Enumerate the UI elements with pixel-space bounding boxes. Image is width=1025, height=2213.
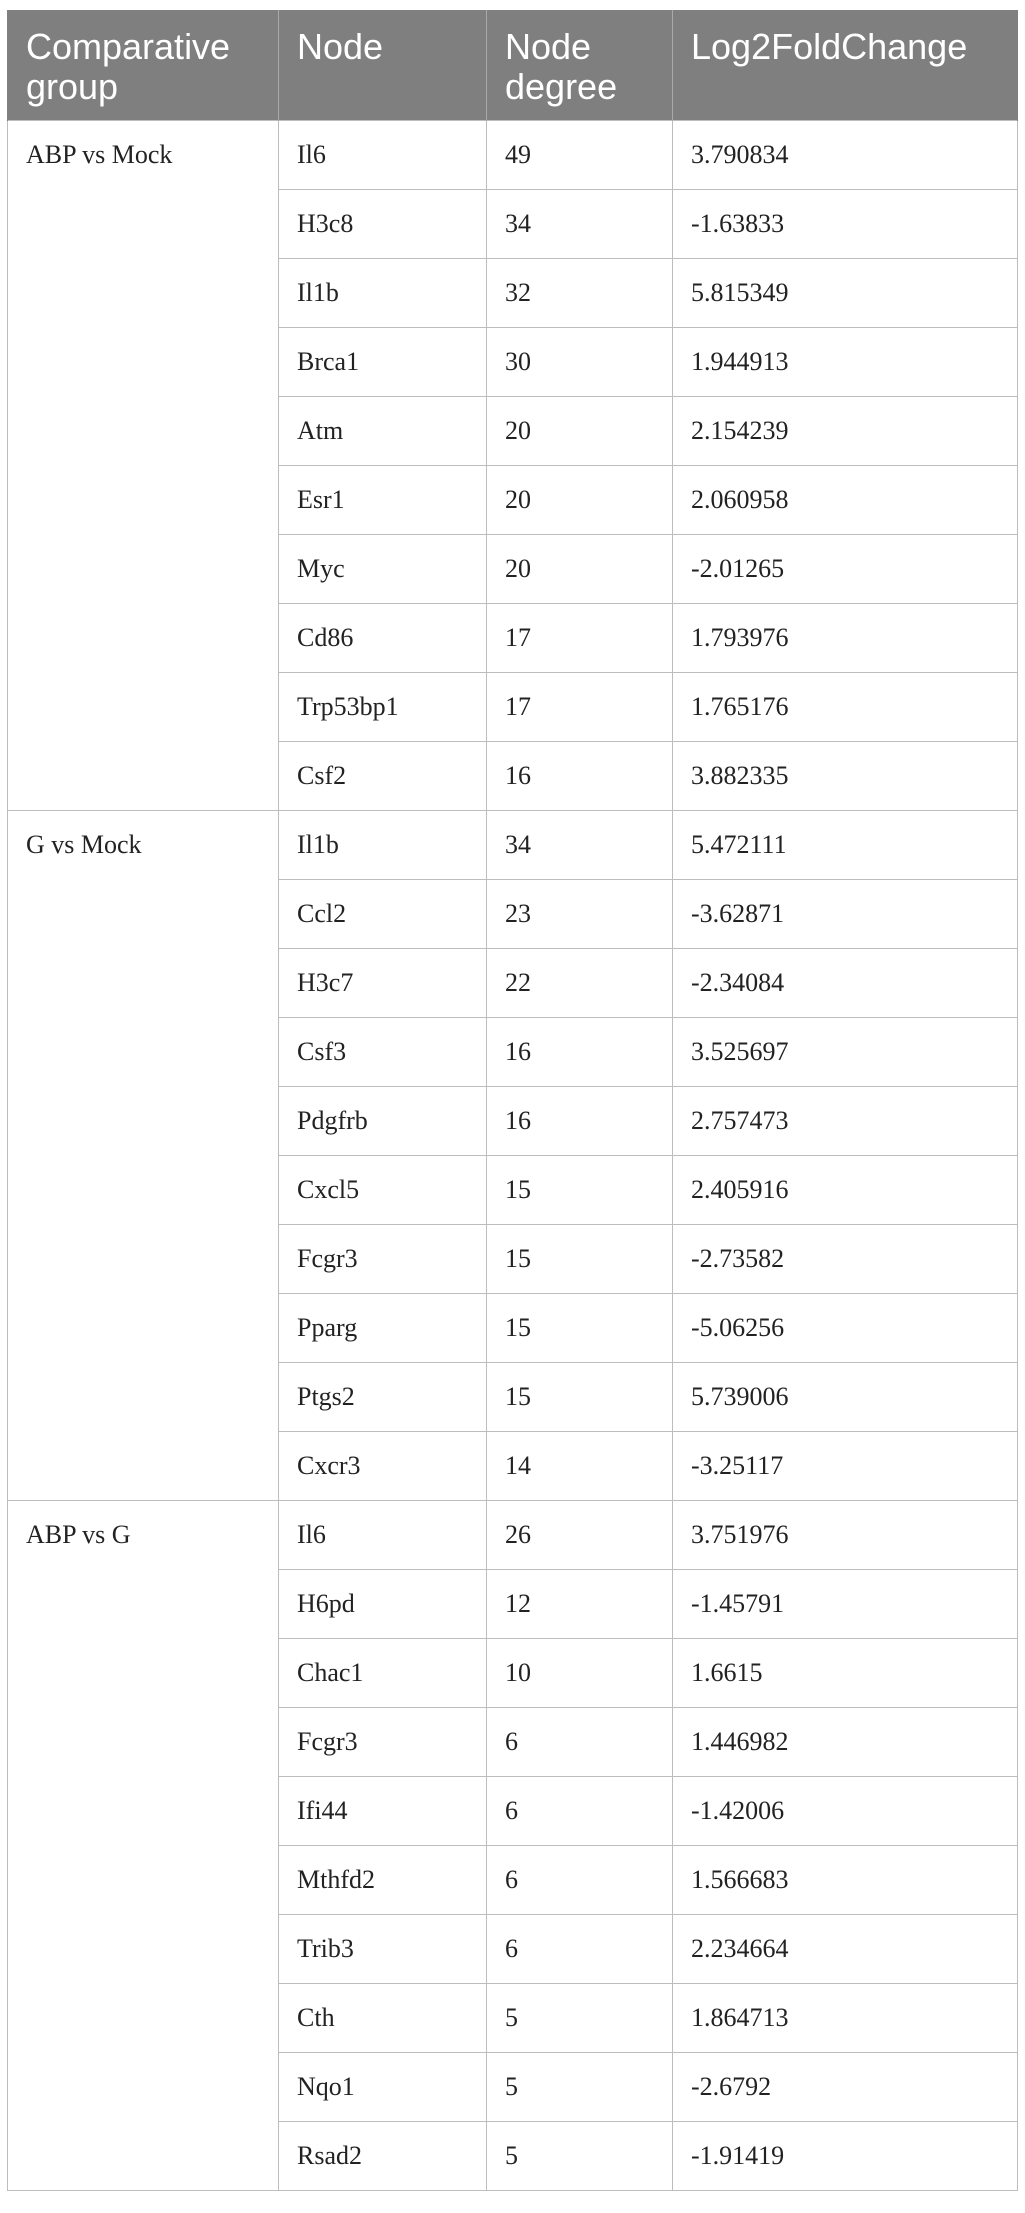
node-degree-cell: 17 (487, 604, 673, 673)
node-degree-cell: 6 (487, 1708, 673, 1777)
node-cell: Esr1 (279, 466, 487, 535)
node-degree-cell: 15 (487, 1363, 673, 1432)
node-degree-cell: 16 (487, 742, 673, 811)
node-degree-cell: 49 (487, 121, 673, 190)
node-degree-cell: 16 (487, 1087, 673, 1156)
log2foldchange-cell: -2.34084 (673, 949, 1018, 1018)
node-degree-cell: 5 (487, 2053, 673, 2122)
node-cell: Atm (279, 397, 487, 466)
log2foldchange-cell: 5.472111 (673, 811, 1018, 880)
header-comparative-group: Comparative group (8, 10, 279, 121)
node-cell: Il6 (279, 121, 487, 190)
node-cell: Cd86 (279, 604, 487, 673)
node-cell: Pparg (279, 1294, 487, 1363)
log2foldchange-cell: 1.446982 (673, 1708, 1018, 1777)
node-cell: Fcgr3 (279, 1225, 487, 1294)
node-degree-cell: 14 (487, 1432, 673, 1501)
table-row (8, 121, 1018, 190)
node-degree-cell: 23 (487, 880, 673, 949)
node-degree-cell: 5 (487, 1984, 673, 2053)
node-cell: Il1b (279, 259, 487, 328)
node-degree-cell: 20 (487, 397, 673, 466)
log2foldchange-cell: 2.060958 (673, 466, 1018, 535)
node-cell: Trib3 (279, 1915, 487, 1984)
node-cell: Cth (279, 1984, 487, 2053)
node-degree-cell: 20 (487, 466, 673, 535)
log2foldchange-cell: 3.882335 (673, 742, 1018, 811)
log2foldchange-cell: -1.45791 (673, 1570, 1018, 1639)
table-row (8, 811, 1018, 880)
comparative-group-cell: ABP vs G (8, 1501, 279, 2191)
node-degree-cell: 15 (487, 1156, 673, 1225)
log2foldchange-cell: -2.01265 (673, 535, 1018, 604)
node-degree-cell: 30 (487, 328, 673, 397)
log2foldchange-cell: 2.154239 (673, 397, 1018, 466)
log2foldchange-cell: 1.566683 (673, 1846, 1018, 1915)
table-body (8, 121, 1018, 2191)
node-cell: Csf2 (279, 742, 487, 811)
node-degree-cell: 15 (487, 1225, 673, 1294)
log2foldchange-cell: -1.42006 (673, 1777, 1018, 1846)
node-cell: H6pd (279, 1570, 487, 1639)
node-cell: Fcgr3 (279, 1708, 487, 1777)
node-degree-cell: 6 (487, 1777, 673, 1846)
log2foldchange-cell: -5.06256 (673, 1294, 1018, 1363)
log2foldchange-cell: -2.73582 (673, 1225, 1018, 1294)
node-degree-cell: 15 (487, 1294, 673, 1363)
node-cell: Csf3 (279, 1018, 487, 1087)
log2foldchange-cell: 1.793976 (673, 604, 1018, 673)
table-row (8, 1501, 1018, 1570)
node-degree-cell: 12 (487, 1570, 673, 1639)
node-degree-cell: 5 (487, 2122, 673, 2191)
node-cell: Myc (279, 535, 487, 604)
node-cell: Cxcl5 (279, 1156, 487, 1225)
log2foldchange-cell: 1.944913 (673, 328, 1018, 397)
header-log2foldchange: Log2FoldChange (673, 10, 1018, 121)
header-node-degree: Node degree (487, 10, 673, 121)
node-degree-cell: 34 (487, 190, 673, 259)
node-cell: H3c8 (279, 190, 487, 259)
log2foldchange-cell: 2.757473 (673, 1087, 1018, 1156)
comparative-group-cell: G vs Mock (8, 811, 279, 1501)
node-cell: Trp53bp1 (279, 673, 487, 742)
log2foldchange-cell: 1.6615 (673, 1639, 1018, 1708)
log2foldchange-cell: 5.815349 (673, 259, 1018, 328)
node-degree-cell: 10 (487, 1639, 673, 1708)
comparative-group-cell: ABP vs Mock (8, 121, 279, 811)
node-cell: Chac1 (279, 1639, 487, 1708)
log2foldchange-cell: 1.765176 (673, 673, 1018, 742)
node-cell: Rsad2 (279, 2122, 487, 2191)
node-cell: Pdgfrb (279, 1087, 487, 1156)
log2foldchange-cell: 3.790834 (673, 121, 1018, 190)
node-cell: Cxcr3 (279, 1432, 487, 1501)
node-degree-cell: 6 (487, 1846, 673, 1915)
node-cell: Il1b (279, 811, 487, 880)
log2foldchange-cell: 2.234664 (673, 1915, 1018, 1984)
log2foldchange-cell: -1.63833 (673, 190, 1018, 259)
log2foldchange-cell: 3.751976 (673, 1501, 1018, 1570)
node-degree-cell: 16 (487, 1018, 673, 1087)
log2foldchange-cell: -3.25117 (673, 1432, 1018, 1501)
log2foldchange-cell: -3.62871 (673, 880, 1018, 949)
node-cell: Mthfd2 (279, 1846, 487, 1915)
log2foldchange-cell: -1.91419 (673, 2122, 1018, 2191)
node-cell: Ifi44 (279, 1777, 487, 1846)
header-row (8, 10, 1018, 121)
node-cell: Nqo1 (279, 2053, 487, 2122)
node-cell: Ccl2 (279, 880, 487, 949)
log2foldchange-cell: -2.6792 (673, 2053, 1018, 2122)
node-degree-cell: 32 (487, 259, 673, 328)
log2foldchange-cell: 2.405916 (673, 1156, 1018, 1225)
node-cell: H3c7 (279, 949, 487, 1018)
node-cell: Ptgs2 (279, 1363, 487, 1432)
node-degree-cell: 6 (487, 1915, 673, 1984)
header-node: Node (279, 10, 487, 121)
node-degree-cell: 26 (487, 1501, 673, 1570)
log2foldchange-cell: 3.525697 (673, 1018, 1018, 1087)
log2foldchange-cell: 5.739006 (673, 1363, 1018, 1432)
gene-network-table (7, 10, 1018, 2191)
node-cell: Il6 (279, 1501, 487, 1570)
node-degree-cell: 34 (487, 811, 673, 880)
log2foldchange-cell: 1.864713 (673, 1984, 1018, 2053)
node-degree-cell: 22 (487, 949, 673, 1018)
node-degree-cell: 17 (487, 673, 673, 742)
data-table-container (7, 10, 1017, 2191)
node-cell: Brca1 (279, 328, 487, 397)
node-degree-cell: 20 (487, 535, 673, 604)
